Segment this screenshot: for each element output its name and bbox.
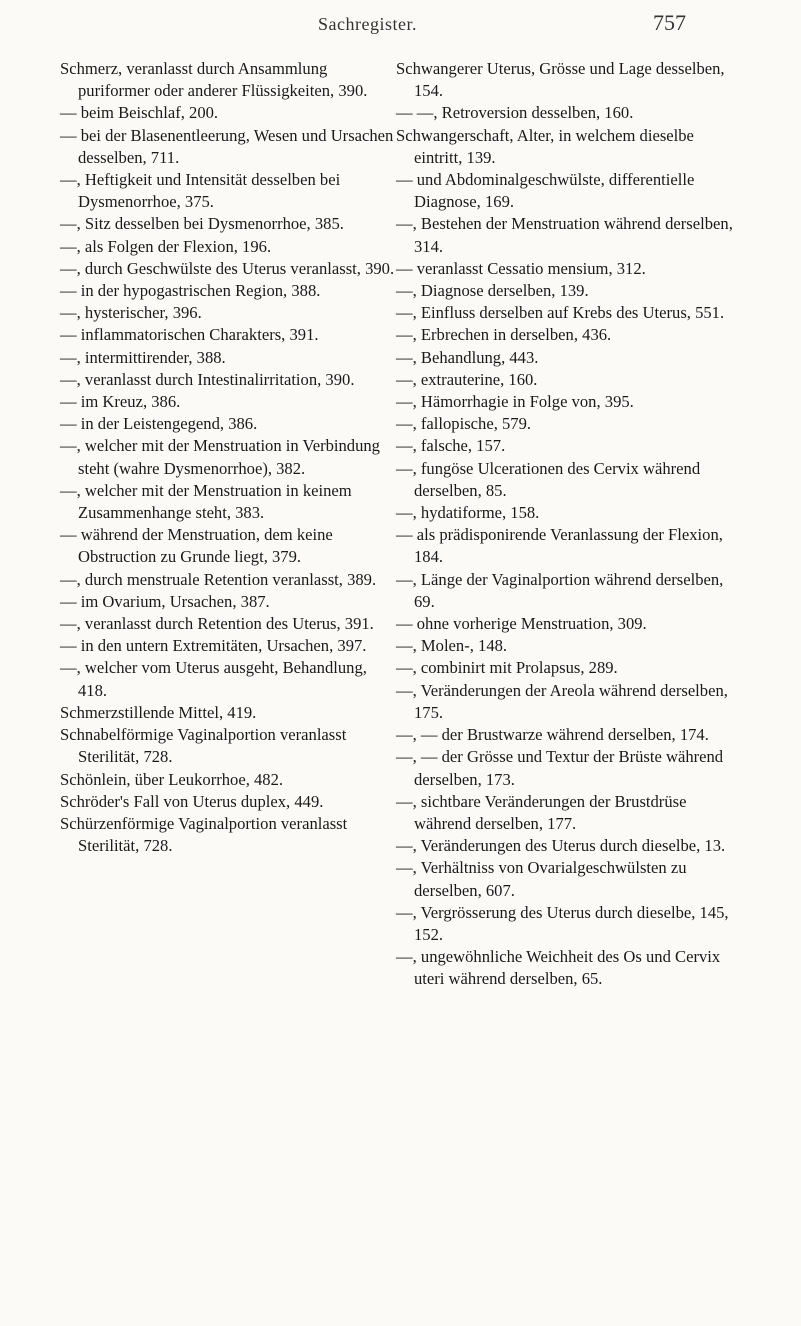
index-entry: — beim Beischlaf, 200. [60, 103, 219, 123]
index-entry: —, intermittirender, 388. [60, 347, 226, 367]
index-entry: — im Kreuz, 386. [60, 392, 181, 412]
index-entry: Schmerzstillende Mittel, 419. [60, 702, 257, 722]
index-entry: — veranlasst Cessatio mensium, 312. [396, 258, 646, 278]
index-entry: —, Sitz desselben bei Dysmenorrhoe, 385. [60, 214, 344, 234]
index-entry: —, sichtbare Veränderungen der Brustdrüse während derselben, 177. [396, 791, 687, 833]
index-entry: —, welcher vom Uterus ausgeht, Behandlung, 418. [60, 658, 367, 700]
index-entry: —, Erbrechen in derselben, 436. [396, 325, 612, 345]
index-entry: —, hydatiforme, 158. [396, 503, 540, 523]
index-entry: —, Verhältniss von Ovarialgeschwülsten zu derselben, 607. [396, 858, 687, 900]
index-entry: —, falsche, 157. [396, 436, 506, 456]
index-entry: —, als Folgen der Flexion, 196. [60, 236, 272, 256]
index-entry: — in der hypogastrischen Region, 388. [60, 281, 321, 301]
index-entry: — bei der Blasenentleerung, Wesen und Ursachen desselben, 711. [60, 125, 394, 167]
index-entry: —, Heftigkeit und Intensität desselben bei Dysmenorrhoe, 375. [60, 170, 341, 212]
index-entry: —, ungewöhnliche Weichheit des Os und Cervix uteri während derselben, 65. [396, 947, 721, 989]
index-entry: —, veranlasst durch Intestinalirritation, 390. [60, 369, 355, 389]
index-entry: —, durch menstruale Retention veranlasst, 389. [60, 569, 377, 589]
index-entry: Schwangerer Uterus, Grösse und Lage desselben, 154. [396, 59, 725, 101]
index-entry: —, combinirt mit Prolapsus, 289. [396, 658, 618, 678]
index-entry: — in den untern Extremitäten, Ursachen, 397. [60, 636, 367, 656]
index-entry: —, Hämorrhagie in Folge von, 395. [396, 392, 634, 412]
index-entry: —, — der Grösse und Textur der Brüste während derselben, 173. [396, 747, 724, 789]
page-number: 757 [653, 10, 686, 35]
index-entry: Schwangerschaft, Alter, in welchem dieselbe eintritt, 139. [396, 125, 694, 167]
index-entry: — und Abdominalgeschwülste, differentielle Diagnose, 169. [396, 170, 695, 212]
index-entry: —, extrauterine, 160. [396, 369, 538, 389]
index-entry: —, Molen-, 148. [396, 636, 508, 656]
index-entry: Schürzenförmige Vaginalportion veranlasst Sterilität, 728. [60, 813, 348, 856]
index-entry: — inflammatorischen Charakters, 391. [60, 325, 319, 345]
index-entry: Schröder's Fall von Uterus duplex, 449. [60, 791, 324, 811]
index-entry: —, — der Brustwarze während derselben, 174. [396, 725, 709, 745]
index-entry: — —, Retroversion desselben, 160. [396, 103, 634, 123]
index-entry: —, welcher mit der Menstruation in keinem Zusammenhange steht, 383. [60, 480, 352, 523]
index-entry: — während der Menstruation, dem keine Obstruction zu Grunde liegt, 379. [60, 525, 333, 567]
index-entry: —, Veränderungen des Uterus durch dieselbe, 13. [396, 836, 726, 856]
index-entry: — ohne vorherige Menstruation, 309. [396, 614, 647, 634]
index-column-right [396, 58, 736, 991]
index-entry: —, Bestehen der Menstruation während derselben, 314. [396, 214, 733, 256]
index-entry: — in der Leistengegend, 386. [60, 414, 258, 434]
index-entry: —, Behandlung, 443. [396, 347, 539, 367]
index-entry: —, fallopische, 579. [396, 414, 532, 434]
index-entry: —, veranlasst durch Retention des Uterus, 391. [60, 614, 374, 634]
running-head [0, 6, 801, 46]
index-entry: —, fungöse Ulcerationen des Cervix während derselben, 85. [396, 458, 701, 500]
index-entry: Schnabelförmige Vaginalportion veranlasst Sterilität, 728. [60, 725, 347, 767]
page-title: Sachregister. [318, 14, 417, 34]
index-entry: Schmerz, veranlasst durch Ansammlung puriformer oder anderer Flüssigkeiten, 390. [60, 59, 368, 101]
index-entry: —, hysterischer, 396. [60, 303, 202, 323]
index-entry: —, Veränderungen der Areola während derselben, 175. [396, 680, 728, 722]
index-entry: —, Diagnose derselben, 139. [396, 281, 589, 301]
index-entry: —, durch Geschwülste des Uterus veranlasst, 390. [60, 258, 395, 278]
index-entry: —, Länge der Vaginalportion während derselben, 69. [396, 569, 724, 611]
index-entry: —, Einfluss derselben auf Krebs des Uterus, 551. [396, 303, 725, 323]
index-entry: — als prädisponirende Veranlassung der Flexion, 184. [396, 525, 723, 567]
index-entry: Schönlein, über Leukorrhoe, 482. [60, 769, 284, 789]
index-column-left [60, 58, 398, 857]
index-entry: —, welcher mit der Menstruation in Verbindung steht (wahre Dysmenorrhoe), 382. [60, 436, 380, 478]
index-entry: —, Vergrösserung des Uterus durch dieselbe, 145, 152. [396, 902, 729, 944]
index-entry: — im Ovarium, Ursachen, 387. [60, 591, 270, 611]
